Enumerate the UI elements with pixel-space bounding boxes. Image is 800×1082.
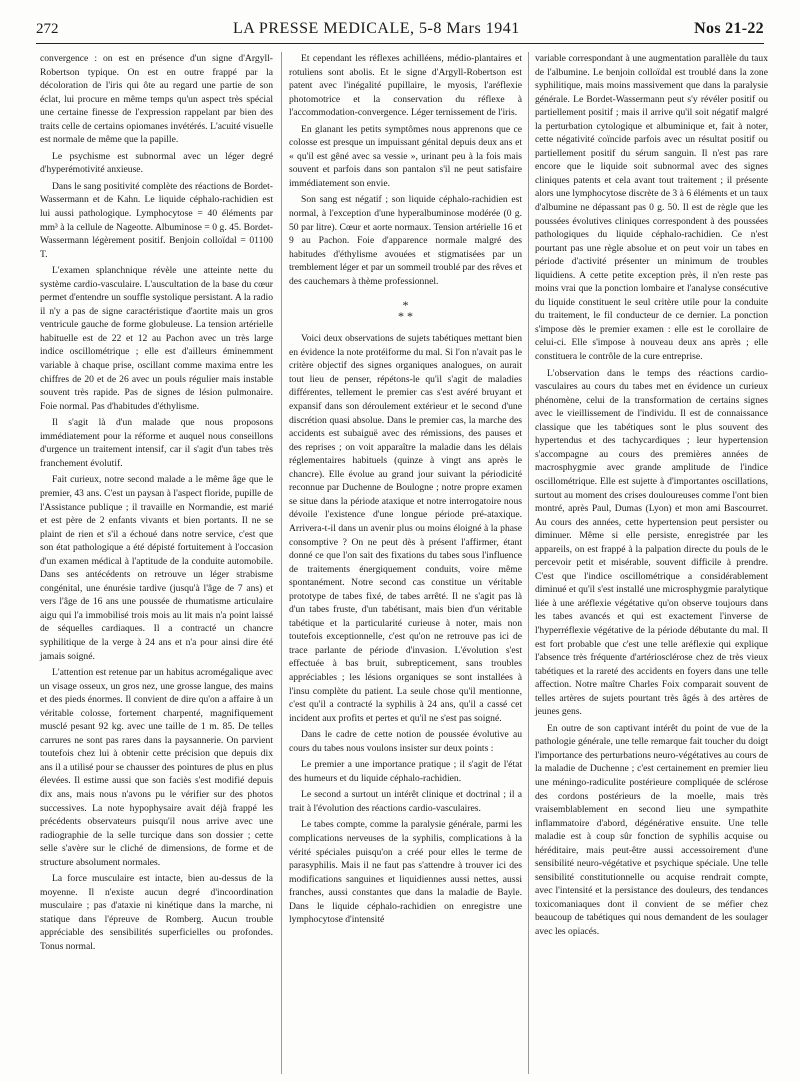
page-header bbox=[36, 20, 764, 42]
paragraph: Le premier a une importance pratique ; il s'agit de l'état des humeurs et du liquide céphalo-rachidien. bbox=[289, 759, 522, 784]
column-2 bbox=[289, 52, 522, 930]
paragraph: L'examen splanchnique révèle une atteinte nette du système cardio-vasculaire. L'auscultation de la base du cœur permet d'entendre un souffle systolique persistant. A la radio il n'y a pas de signe caractéristique d'aortite mais un gros ventricule gauche de forme globuleuse. La tension artérielle habituelle est de 22 et 12 au Pachon avec un très large indice oscillométrique ; elle est d'ailleurs éminemment variable à chaque prise, oscillant comme maxima entre les chiffres de 20 et de 26 avec un pouls régulier mais instable souvent très rapide. Pas de signes de lésion pulmonaire. Foie normal. Pas d'habitudes d'éthylisme. bbox=[40, 265, 273, 412]
paragraph: Le psychisme est subnormal avec un léger degré d'hyperémotivité anxieuse. bbox=[40, 150, 273, 176]
paragraph: La force musculaire est intacte, bien au-dessus de la moyenne. Il n'existe aucun degré d'incoordination musculaire ; pas d'ataxie ni kinétique dans la marche, ni statique dans l'épreuve de Romberg. Aucun trouble appréciable des sensibilités superficielles ou profondes. Tonus normal. bbox=[40, 873, 273, 952]
separator-stars: * * bbox=[398, 309, 413, 324]
paragraph: Le tabes compte, comme la paralysie générale, parmi les complications nerveuses de la syphilis, complications à la vérité spéciales puisqu'on a créé pour elles le terme de parasyphilis. Mais il ne faut pas s'attendre à trouver ici des modifications sanguines et liquidiennes aussi nettes, aussi franches, aussi constantes que dans la maladie de Bayle. Dans le liquide céphalo-rachidien on enregistre une lymphocytose d'intensité bbox=[289, 819, 522, 926]
paragraph: L'observation dans le temps des réactions cardio-vasculaires au cours du tabes met en évidence un curieux phénomène, celui de la transformation de certains signes avec le vieillissement de l'individu. Il est de connaissance classique que les tabétiques sont le plus souvent des hypertendus et des tachycardiques ; leur hypertension s'accompagne au cours des premières années de macrosphygmie avec grande amplitude de l'indice oscillométrique. Elle est sujette à d'importantes oscillations, surtout au moment des crises douloureuses comme l'ont bien montré, après Paul, Dumas (Lyon) et mon ami Bascourret. Au cours des années, cette hypertension peut persister ou diminuer. Même si elle persiste, enregistrée par les appareils, on est frappé à la palpation directe du pouls de le percevoir petit et misérable, souvent difficile à prendre. C'est que l'indice oscillométrique a considérablement diminué et qu'il s'est installé une microsphygmie paralytique liée à une aréflexie végétative qu'on observe toujours dans les tabes avancés et qui est exactement l'inverse de l'hyperréflexie végétative de la période débutante du mal. Il est fort probable que c'est une telle aréflexie qui explique l'absence très fréquente d'artériosclérose chez de très vieux tabétiques et la rareté des accidents en foyers dans une telle affection. Notre maître Charles Foix comparait souvent de telles artères de sujets pourtant très âgés à des artères de jeunes gens. bbox=[535, 367, 768, 718]
section-separator bbox=[289, 300, 522, 322]
column-divider bbox=[281, 52, 282, 1074]
separator-star: * bbox=[402, 298, 409, 313]
paragraph: Dans le sang positivité complète des réactions de Bordet-Wassermann et de Kahn. Le liquide céphalo-rachidien est lui aussi pathologique. Lymphocytose = 40 éléments par mm³ à la cellule de Nageotte. Albuminose = 0 g. 45. Bordet-Wassermann légèrement positif. Benjoin colloïdal = 01100 T. bbox=[40, 180, 273, 260]
journal-title: LA PRESSE MEDICALE, 5-8 Mars 1941 bbox=[232, 20, 520, 37]
paragraph: Il s'agit là d'un malade que nous proposons immédiatement pour la réforme et auquel nous conseillons d'urgence un traitement intensif, car il s'agit d'un tabes très franchement évolutif. bbox=[40, 417, 273, 469]
paragraph: Dans le cadre de cette notion de poussée évolutive au cours du tabes nous voulons insister sur deux points : bbox=[289, 729, 522, 754]
paragraph: En glanant les petits symptômes nous apprenons que ce colosse est presque un impuissant génital depuis deux ans et « qu'il est gêné avec sa vessie », urinant peu à la fois mais souvent et parfois dans son pantalon s'il ne peut satisfaire immédiatement son envie. bbox=[289, 123, 522, 189]
paragraph: Le second a surtout un intérêt clinique et doctrinal ; il a trait à l'évolution des réactions cardio-vasculaires. bbox=[289, 789, 522, 814]
paragraph: L'attention est retenue par un habitus acromégalique avec un visage osseux, un gros nez, une grosse langue, des mains et des pieds énormes. Il convient de dire qu'on a affaire à un véritable colosse, fortement charpenté, magnifiquement musclé pesant 92 kg. avec une taille de 1 m. 85. De telles carrures ne sont pas rares dans la paysannerie. On parvient toutefois chez lui à obtenir cette précision que depuis dix ans il a utilisé pour se chausser des pointures de plus en plus élevées. Il estime aussi que son faciès s'est modifié depuis dix ans, mais nous n'avons pu le vérifier sur des photos successives. La note hypophysaire avait déjà frappé les précédents observateurs puisqu'il nous arrive avec une radiographie de la selle turcique dans son dossier ; cette selle s'avère sur le cliché de dimensions, de forme et de structure absolument normales. bbox=[40, 667, 273, 868]
column-divider bbox=[528, 52, 529, 1074]
paragraph: Son sang est négatif ; son liquide céphalo-rachidien est normal, à l'exception d'une hyperalbuminose modérée (0 g. 50 par litre). Cœur et aorte normaux. Tension artérielle 16 et 9 au Pachon. Foie d'apparence normale malgré des habitudes d'éthylisme avouées et stigmatisées par un tremblement léger et par un sommeil troublé par des rêves et des cauchemars à thème professionnel. bbox=[289, 194, 522, 287]
paragraph: Et cependant les réflexes achilléens, médio-plantaires et rotuliens sont abolis. Et le signe d'Argyll-Robertson est patent avec l'inégalité pupillaire, le myosis, l'aréflexie photomotrice et la conservation du réflexe à l'accommodation-convergence. Léger ternissement de l'iris. bbox=[289, 53, 522, 119]
paragraph: convergence : on est en présence d'un signe d'Argyll-Robertson typique. On est en outre frappé par la décoloration de l'iris qui ôte au regard une partie de son éclat, lui procure en même temps qu'un aspect très spécial une certaine finesse de l'expression rappelant par bien des traits celle de certains opiomanes invétérés. L'acuité visuelle est normale de même que la papille. bbox=[40, 53, 273, 146]
column-3 bbox=[535, 52, 768, 942]
issue-number: Nos 21-22 bbox=[694, 20, 764, 37]
page-number: 272 bbox=[36, 21, 59, 37]
paragraph: En outre de son captivant intérêt du point de vue de la pathologie générale, une telle remarque fait toucher du doigt l'importance des perturbations neuro-végétatives au cours de la maladie de Duchenne ; c'est certainement en premier lieu une méningo-radiculite postérieure compliquée de sclérose des cordons postérieurs de la moelle, mais très vraisemblablement en second lieu une sympathite inflammatoire d'abord, dégénérative ensuite. Une telle maladie est à coup sûr fonction de syphilis acquise ou héréditaire, mais peut-être aussi accessoirement d'une sensibilité neuro-végétative et psychique spéciale. Une telle sensibilité constitutionnelle ou acquise rendrait compte, avec l'intensité et la persistance des douleurs, des tendances toxicomaniaques dont il convient de se méfier chez beaucoup de tabétiques qui nous demandent de les soulager avec les opiacés. bbox=[535, 722, 768, 937]
column-1 bbox=[40, 52, 273, 957]
header-rule bbox=[36, 43, 764, 44]
paragraph: variable correspondant à une augmentation parallèle du taux de l'albumine. Le benjoin colloïdal est troublé dans la zone syphilitique, mais moins massivement que dans la paralysie générale. Le Bordet-Wassermann peut s'y révéler positif ou partiellement positif ; mais il arrive qu'il soit négatif malgré la perturbation cytologique et albuminique et, fait à noter, cette négativité coïncide parfois avec un résultat positif ou partiellement positif du sérum sanguin. Il n'est pas rare encore que le liquide soit subnormal avec des signes cliniques patents et cela avant tout traitement ; il présente alors une lymphocytose discrète de 3 à 6 éléments et un taux d'albumine ne dépassant pas 0 g. 50. Il est de règle que les poussées évolutives cliniques correspondent à des poussées pathologiques du liquide céphalo-rachidien. Ce n'est pourtant pas une règle absolue et on peut voir un tabes en période d'activité présenter un minimum de troubles liquidiens. A cette petite exception près, il n'en reste pas moins vrai que la ponction lombaire et l'analyse consécutive du liquide constituent le seul critère utile pour la conduite du traitement, le fil conducteur de ce dernier. La ponction s'impose dès le premier examen : elle est le corollaire de celui-ci. Elle s'impose à nouveau deux ans après ; elle constituera le contrôle de la cure entreprise. bbox=[535, 53, 768, 363]
paragraph: Voici deux observations de sujets tabétiques mettant bien en évidence la note protéiforme du mal. Si l'on n'avait pas le critère objectif des signes organiques analogues, on aurait tout lieu de penser, répétons-le qu'il s'agit de maladies différentes, tellement le premier cas s'est avéré bruyant et expansif dans son déroulement extérieur et le second d'une discrétion quasi absolue. Dans le premier cas, la marche des accidents est subaiguë avec des rémissions, des pauses et des reprises ; on voit apparaître la maladie dans les délais réglementaires habituels (quinze à vingt ans après le chancre). Elle évolue au grand jour suivant la périodicité reconnue par Duchenne de Boulogne ; notre propre examen se situe dans la période ataxique et notre interrogatoire nous dévoile l'existence d'une longue période pré-ataxique. Arrivera-t-il dans un avenir plus ou moins éloigné à la phase consomptive ? On ne peut dès à présent l'affirmer, étant donné ce que l'on sait des fixations du tabes sous l'influence de traitements énergiquement conduits, voire même spontanément. Notre second cas constitue un véritable prototype de tabes fixé, de tabes arrêté. Il ne s'agit pas là d'un tabes fruste, d'un tabétisant, mais bien d'un véritable tabétique et la particularité curieuse à noter, mais non toutefois exceptionnelle, c'est qu'on ne retrouve pas ici de trace parlante de période d'invasion. L'évolution s'est effectuée à bas bruit, subrepticement, sans troubles appréciables ; les lésions organiques se sont installées à l'insu complète du patient. La seule chose qu'il mentionne, c'est qu'il a contracté la syphilis à 24 ans, qu'il a cassé cet incident aux profits et pertes et qu'il ne s'est pas soigné. bbox=[289, 333, 522, 724]
paragraph: Fait curieux, notre second malade a le même âge que le premier, 43 ans. C'est un paysan à l'aspect floride, pupille de l'Assistance publique ; il travaille en Normandie, est marié et est père de 2 enfants vivants et bien portants. Il ne se plaint de rien et s'il a échoué dans notre service, c'est que son état pathologique a été dépisté fortuitement à l'occasion d'un examen médical à l'aptitude de la conduite automobile. Dans ses antécédents on retrouve un léger strabisme congénital, une énurésie tardive (jusqu'à l'âge de 7 ans) et vers l'âge de 16 ans une poussée de rhumatisme articulaire aigu qui l'a immobilisé trois mois au lit mais n'a point laissé de séquelles cardiaques. Il a contracté un chancre syphilitique de la verge à 24 ans et n'a pour ainsi dire été jamais soigné. bbox=[40, 474, 273, 662]
